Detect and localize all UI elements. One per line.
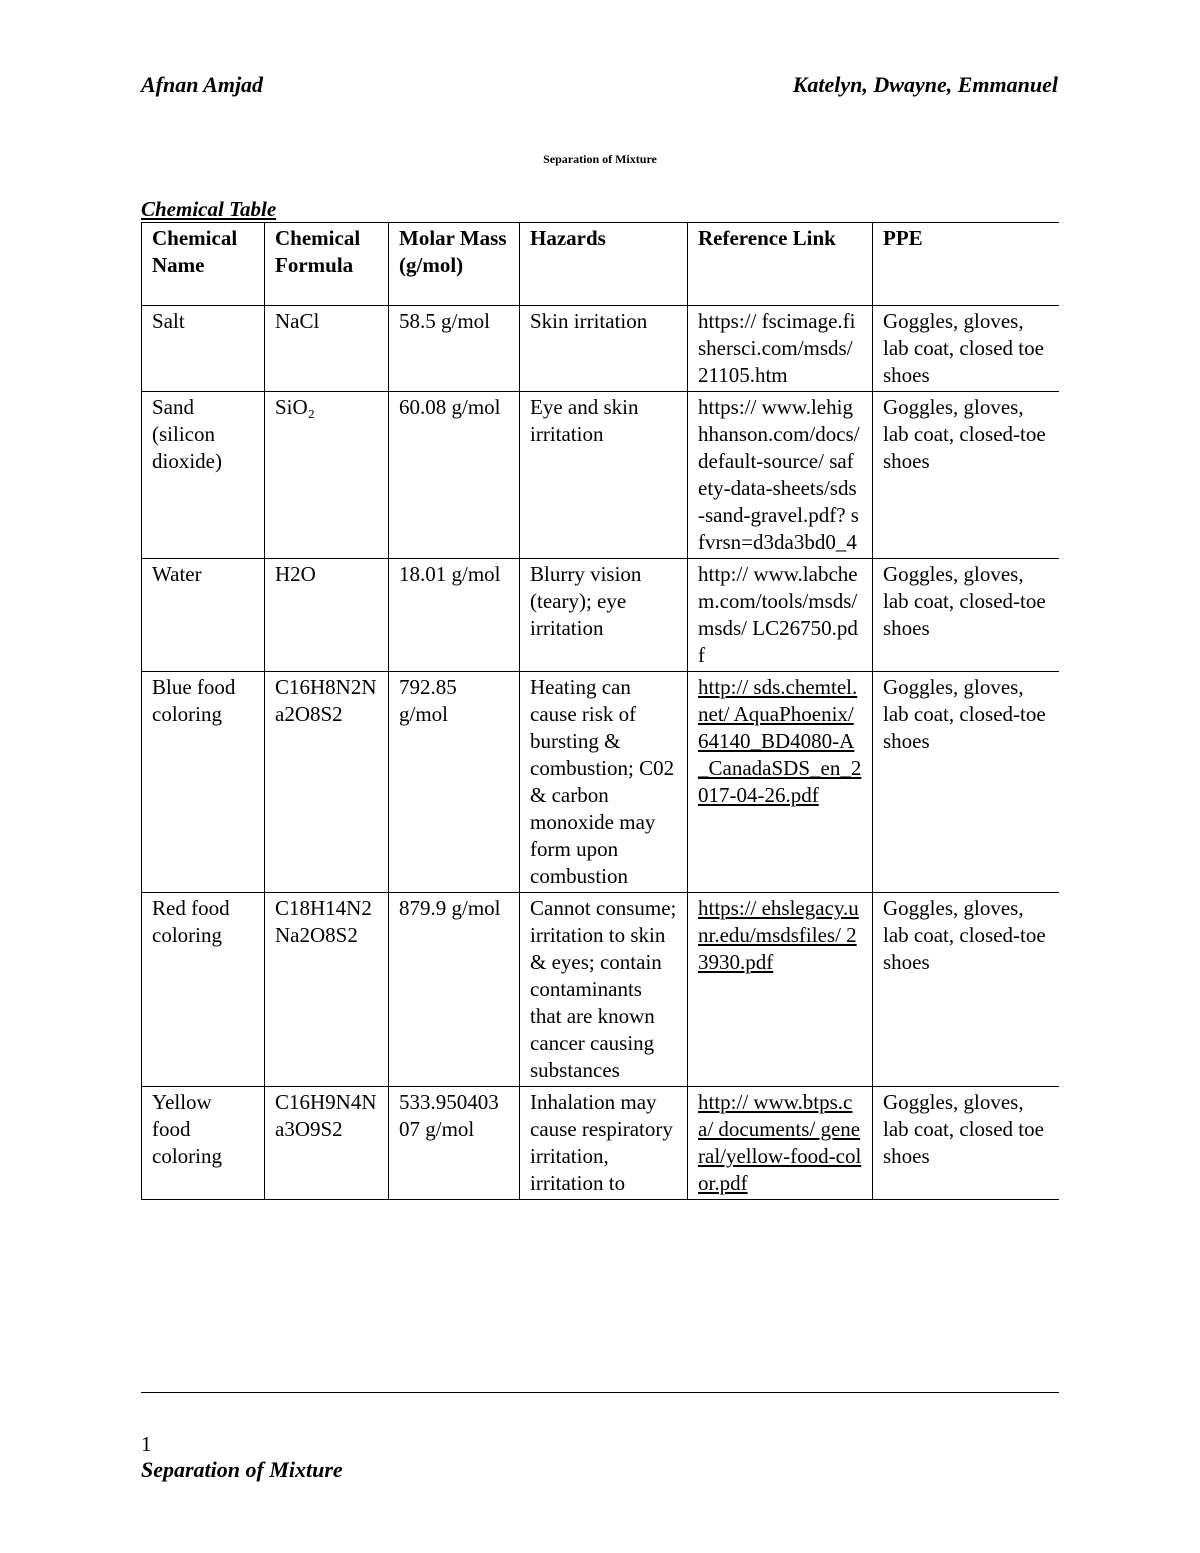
cell-hazards: Eye and skin irritation <box>520 392 688 559</box>
cell-name: Blue food coloring <box>142 672 265 893</box>
reference-link[interactable]: http:// www.btps.ca/ documents/ general/yellow-food-color.pdf <box>698 1090 862 1195</box>
footer-title: Separation of Mixture <box>141 1457 343 1482</box>
column-header-chemical-formula: Chemical Formula <box>265 223 389 306</box>
table-row <box>142 672 1060 893</box>
cell-formula: C18H14N2Na2O8S2 <box>265 893 389 1087</box>
cell-name: Sand (silicon dioxide) <box>142 392 265 559</box>
cell-hazards: Skin irritation <box>520 306 688 392</box>
cell-name: Salt <box>142 306 265 392</box>
cell-reference-link <box>688 672 873 893</box>
cell-reference-link: https:// www.lehighhanson.com/docs/ default-source/ safety-data-sheets/sds-sand-gravel.pdf? sfvrsn=d3da3bd0_4 <box>688 392 873 559</box>
table-row <box>142 392 1060 559</box>
cell-ppe: Goggles, gloves, lab coat, closed-toe shoes <box>873 893 1060 1087</box>
cell-ppe: Goggles, gloves, lab coat, closed-toe shoes <box>873 559 1060 672</box>
reference-link[interactable]: https:// ehslegacy.unr.edu/msdsfiles/ 23930.pdf <box>698 896 859 974</box>
cell-molar-mass: 792.85 g/mol <box>389 672 520 893</box>
cell-formula: C16H9N4Na3O9S2 <box>265 1087 389 1200</box>
cell-reference-link <box>688 1087 873 1200</box>
cell-formula: C16H8N2Na2O8S2 <box>265 672 389 893</box>
cell-ppe: Goggles, gloves, lab coat, closed toe shoes <box>873 1087 1060 1200</box>
cell-molar-mass: 60.08 g/mol <box>389 392 520 559</box>
table-header-row <box>142 223 1060 306</box>
cell-reference-link: https:// fscimage.fishersci.com/msds/ 21105.htm <box>688 306 873 392</box>
chemical-table-container <box>141 222 1059 1393</box>
cell-ppe: Goggles, gloves, lab coat, closed-toe shoes <box>873 392 1060 559</box>
column-header-ppe: PPE <box>873 223 1060 306</box>
table-row <box>142 893 1060 1087</box>
table-row <box>142 1087 1060 1200</box>
header-partners: Katelyn, Dwayne, Emmanuel <box>792 72 1058 97</box>
section-heading: Chemical Table <box>141 197 277 221</box>
table-row <box>142 306 1060 392</box>
reference-link[interactable]: http:// sds.chemtel.net/ AquaPhoenix/ 64140_BD4080-A_CanadaSDS_en_2017-04-26.pdf <box>698 675 862 807</box>
table-row <box>142 559 1060 672</box>
document-title: Separation of Mixture <box>543 152 657 166</box>
cell-hazards: Cannot consume; irritation to skin & eyes; contain contaminants that are known cancer causing substances <box>520 893 688 1087</box>
cell-hazards: Inhalation may cause respiratory irritation, irritation to <box>520 1087 688 1200</box>
cell-formula: H2O <box>265 559 389 672</box>
cell-molar-mass: 533.95040307 g/mol <box>389 1087 520 1200</box>
cell-ppe: Goggles, gloves, lab coat, closed-toe shoes <box>873 672 1060 893</box>
cell-formula: SiO₂ <box>265 392 389 559</box>
cell-ppe: Goggles, gloves, lab coat, closed toe shoes <box>873 306 1060 392</box>
cell-reference-link <box>688 893 873 1087</box>
cell-molar-mass: 58.5 g/mol <box>389 306 520 392</box>
cell-hazards: Heating can cause risk of bursting & combustion; C02 & carbon monoxide may form upon combustion <box>520 672 688 893</box>
cell-molar-mass: 18.01 g/mol <box>389 559 520 672</box>
chemical-table <box>141 222 1059 1200</box>
column-header-hazards: Hazards <box>520 223 688 306</box>
header-author: Afnan Amjad <box>141 72 264 97</box>
cell-hazards: Blurry vision (teary); eye irritation <box>520 559 688 672</box>
column-header-molar-mass: Molar Mass (g/mol) <box>389 223 520 306</box>
column-header-chemical-name: Chemical Name <box>142 223 265 306</box>
cell-formula: NaCl <box>265 306 389 392</box>
cell-name: Yellow food coloring <box>142 1087 265 1200</box>
cell-molar-mass: 879.9 g/mol <box>389 893 520 1087</box>
page-number: 1 <box>141 1432 152 1456</box>
cell-name: Red food coloring <box>142 893 265 1087</box>
cell-reference-link: http:// www.labchem.com/tools/msds/ msds/ LC26750.pdf <box>688 559 873 672</box>
column-header-reference-link: Reference Link <box>688 223 873 306</box>
cell-name: Water <box>142 559 265 672</box>
